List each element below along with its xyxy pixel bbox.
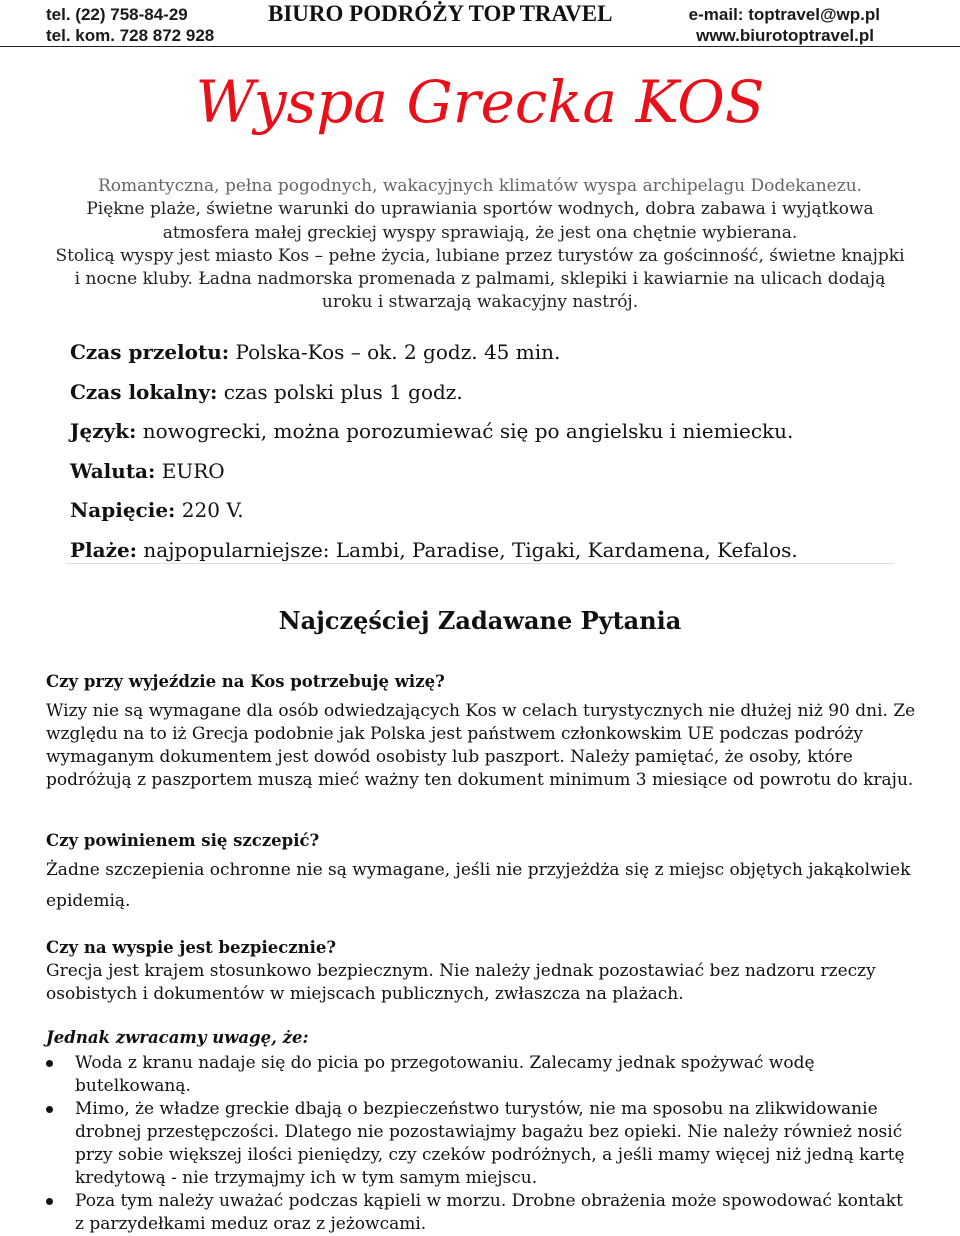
fact-currency: [70, 457, 894, 497]
list-item-text: Woda z kranu nadaje się do picia po przegotowaniu. Zalecamy jednak spożywać wodę butelkowaną.: [75, 1053, 815, 1096]
fact-value: 220 V.: [175, 498, 244, 523]
fact-value: czas polski plus 1 godz.: [217, 379, 463, 404]
fact-label: Waluta:: [70, 458, 156, 483]
fact-value: nowogrecki, można porozumiewać się po angielsku i niemiecku.: [136, 419, 794, 444]
fact-value: najpopularniejsze: Lambi, Paradise, Tigaki, Kardamena, Kefalos.: [137, 537, 798, 562]
mobile-number: tel. kom. 728 872 928: [46, 26, 215, 45]
intro-paragraph-2: Piękne plaże, świetne warunki do uprawiania sportów wodnych, dobra zabawa i wyjątkowa atmosfera małej greckiej wyspy sprawiają, że jest ona chętnie wybierana.: [86, 199, 874, 243]
travel-facts: [70, 338, 894, 576]
fact-beaches: [70, 536, 894, 576]
list-item-text: Mimo, że władze greckie dbają o bezpieczeństwo turystów, nie ma sposobu na zlikwidowanie drobnej przestępczości. Dlatego nie pozostawiajmy bagażu bez opieki. Nie należy również nosić przy sobie większej ilości pieniędzy, czy czeków podróżnych, a jeśli mamy więcej niż jedną kartę kredytową - nie trzymajmy ich w tym samym miejscu.: [75, 1099, 905, 1188]
fact-label: Język:: [70, 419, 137, 444]
page-title: Wyspa Grecka KOS: [195, 68, 765, 136]
fact-value: EURO: [155, 458, 225, 483]
fact-flight-time: [70, 338, 894, 378]
letterhead: [0, 0, 960, 47]
list-item: [46, 1190, 916, 1236]
bullet-icon: [46, 1060, 53, 1067]
agency-name: BIURO PODRÓŻY TOP TRAVEL: [268, 1, 613, 26]
faq-question: Czy na wyspie jest bezpiecznie?: [46, 938, 337, 957]
fact-value: Polska-Kos – ok. 2 godz. 45 min.: [229, 340, 561, 364]
faq-heading: Najczęściej Zadawane Pytania: [278, 606, 682, 635]
intro-text: [52, 175, 908, 315]
faq-answer: Żadne szczepienia ochronne nie są wymagane, jeśli nie przyjeżdża się z miejsc objętych jakąkolwiek epidemią.: [46, 860, 911, 911]
fact-voltage: [70, 496, 894, 536]
notes-heading: Jednak zwracamy uwagę, że:: [46, 1028, 309, 1047]
intro-paragraph-3: Stolicą wyspy jest miasto Kos – pełne życia, lubiane przez turystów za gościnność, świetne knajpki i nocne kluby. Ładna nadmorska promenada z palmami, sklepiki i kawiarnie na ulicach dodają uroku i stwarzają wakacyjny nastrój.: [55, 245, 905, 313]
phone-number: tel. (22) 758-84-29: [46, 5, 188, 24]
fact-local-time: [70, 378, 894, 418]
faq-question: Czy przy wyjeździe na Kos potrzebuję wizę?: [46, 672, 445, 691]
bullet-icon: [46, 1198, 53, 1205]
notes-list: [46, 1052, 916, 1236]
list-item: [46, 1098, 916, 1190]
divider: [66, 563, 894, 564]
list-item-text: Poza tym należy uważać podczas kąpieli w morzu. Drobne obrażenia może spowodować kontakt z parzydełkami meduz oraz z jeżowcami.: [75, 1191, 903, 1234]
faq-question: Czy powinienem się szczepić?: [46, 831, 320, 850]
fact-label: Czas przelotu:: [70, 340, 230, 364]
faq-item-vaccination: [46, 830, 916, 917]
fact-language: [70, 417, 894, 457]
fact-label: Czas lokalny:: [70, 379, 218, 404]
faq-answer: Wizy nie są wymagane dla osób odwiedzających Kos w celach turystycznych nie dłużej niż 90 dni. Ze względu na to iż Grecja podobnie jak Polska jest państwem członkowskim UE podczas podróży wymaganym dokumentem jest dowód osobisty lub paszport. Należy pamiętać, że osoby, które podróżują z paszportem muszą mieć ważny ten dokument minimum 3 miesiące od powrotu do kraju.: [46, 701, 916, 790]
list-item: [46, 1052, 916, 1098]
intro-paragraph-1: Romantyczna, pełna pogodnych, wakacyjnych klimatów wyspa archipelagu Dodekanezu.: [97, 176, 863, 196]
faq-answer: Grecja jest krajem stosunkowo bezpiecznym. Nie należy jednak pozostawiać bez nadzoru rzeczy osobistych i dokumentów w miejscach publicznych, zwłaszcza na plażach.: [46, 961, 876, 1004]
bullet-icon: [46, 1106, 53, 1113]
faq-item-visa: [46, 671, 916, 792]
faq-item-safety: [46, 937, 916, 1006]
email-address: e-mail: toptravel@wp.pl: [688, 5, 880, 24]
website-link[interactable]: www.biurotoptravel.pl: [696, 26, 874, 45]
fact-label: Napięcie:: [70, 498, 176, 523]
fact-label: Plaże:: [70, 537, 138, 562]
